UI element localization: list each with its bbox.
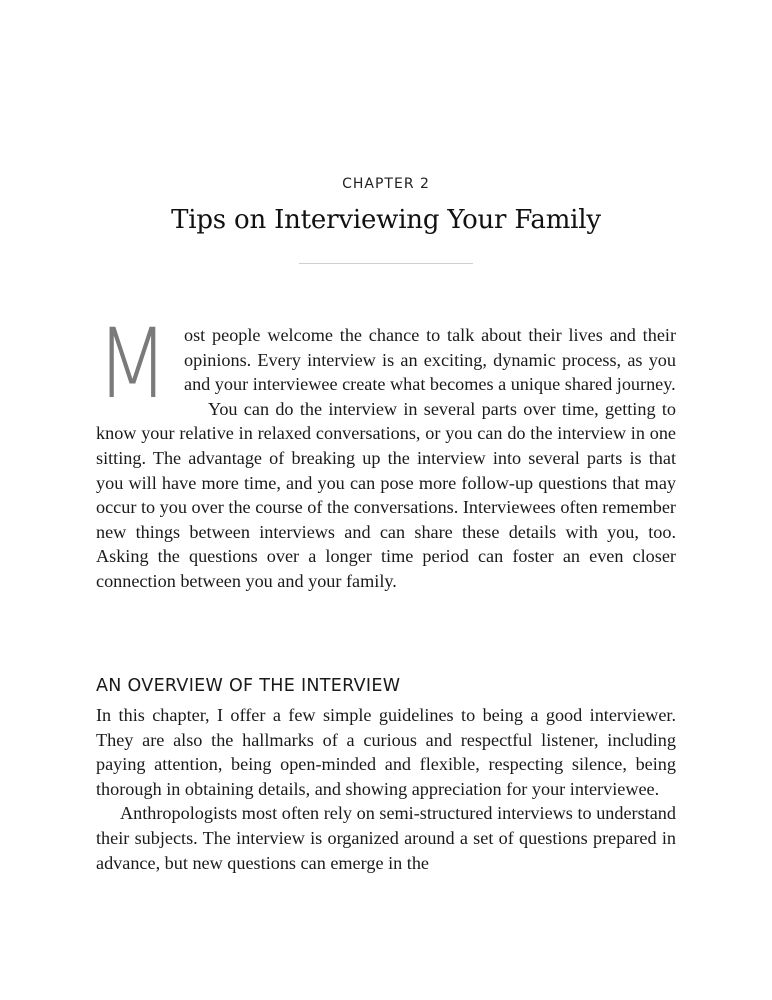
drop-cap-letter: M [96, 308, 169, 420]
section-paragraph-1: In this chapter, I offer a few simple guidelines to being a good interviewer. They are also the hallmarks of a curious and respectful listener, including paying attention, being open-minded and flexible, respecting silence, being thorough in obtaining details, and showing appreciation for your interviewee. [96, 705, 676, 799]
section-text [96, 703, 676, 875]
chapter-title: Tips on Interviewing Your Family [171, 205, 601, 235]
chapter-label: CHAPTER 2 [342, 176, 430, 192]
intro-paragraph-2: You can do the interview in several parts over time, getting to know your relative in relaxed conversations, or you can do the interview in one sitting. The advantage of breaking up the interview into several parts is that you will have more time, and you can pose more follow-up questions that may occur to you over the course of the conversations. Interviewees often remember new things between interviews and can share these details with you, too. Asking the questions over a longer time period can foster an even closer connection between you and your family. [96, 398, 676, 591]
section-heading: AN OVERVIEW OF THE INTERVIEW [96, 676, 401, 696]
title-divider [299, 263, 473, 264]
intro-text [96, 308, 676, 594]
intro-paragraph-1-text: ost people welcome the chance to talk about their lives and their opinions. Every interview is an exciting, dynamic process, as you and your interviewee create what becomes a unique shared journey. [184, 325, 676, 395]
section-paragraph-2: Anthropologists most often rely on semi-structured interviews to understand their subjects. The interview is organized around a set of questions prepared in advance, but new questions can emerge in the [96, 803, 676, 873]
intro-paragraph-1 [96, 308, 676, 420]
